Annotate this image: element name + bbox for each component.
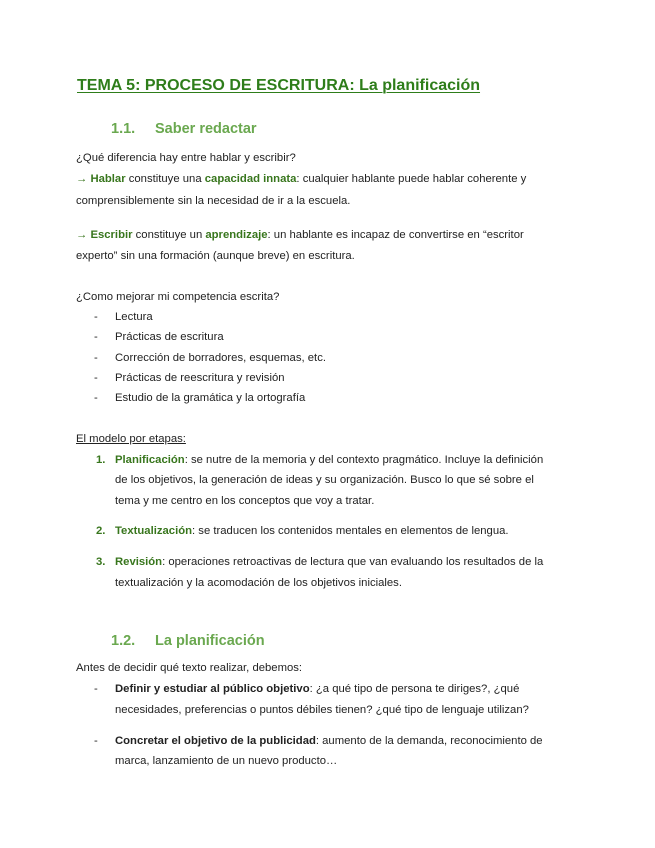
list-item: - Corrección de borradores, esquemas, etc. <box>94 352 326 364</box>
list-item: - Lectura <box>94 311 153 323</box>
stage-revision-line-2: textualización y la acomodación de los objetivos iniciales. <box>115 577 402 589</box>
list-item: - Concretar el objetivo de la publicidad: aumento de la demanda, reconocimiento de <box>94 735 543 747</box>
key-capacidad-innata: capacidad innata <box>204 173 297 185</box>
section-number: 1.2. <box>111 633 136 649</box>
planning-intro: Antes de decidir qué texto realizar, debemos: <box>76 662 303 674</box>
escribir-line-2: experto” sin una formación (aunque breve) en escritura. <box>76 250 355 262</box>
term-escribir: Escribir <box>90 229 133 241</box>
stage-planificacion-line-3: tema y me centro en los conceptos que voy a tratar. <box>115 495 375 507</box>
escribir-line-1: → Escribir constituye un aprendizaje: un hablante es incapaz de convertirse en “escritor <box>76 229 524 241</box>
arrow-icon: → <box>76 173 88 185</box>
list-item-continuation: marca, lanzamiento de un nuevo producto… <box>115 755 338 767</box>
list-item: - Estudio de la gramática y la ortografía <box>94 392 306 404</box>
arrow-icon: → <box>76 229 88 241</box>
section-title: Saber redactar <box>155 121 257 137</box>
section-heading-la-planificacion <box>111 633 265 649</box>
list-item: - Prácticas de reescritura y revisión <box>94 372 285 384</box>
key-aprendizaje: aprendizaje <box>205 229 268 241</box>
term-hablar: Hablar <box>90 173 126 185</box>
list-item: - Prácticas de escritura <box>94 331 224 343</box>
list-item: - Definir y estudiar al público objetivo: ¿a qué tipo de persona te diriges?, ¿qué <box>94 683 520 695</box>
stage-revision: 3. Revisión: operaciones retroactivas de lectura que van evaluando los resultados de la <box>96 556 544 568</box>
hablar-line-2: comprensiblemente sin la necesidad de ir a la escuela. <box>76 195 351 207</box>
section-title: La planificación <box>155 633 265 649</box>
question-hablar-escribir: ¿Qué diferencia hay entre hablar y escribir? <box>76 152 296 164</box>
model-heading: El modelo por etapas: <box>76 433 186 445</box>
page-title: TEMA 5: PROCESO DE ESCRITURA: La planificación <box>77 77 481 94</box>
improve-question: ¿Como mejorar mi competencia escrita? <box>76 291 280 303</box>
stage-planificacion: 1. Planificación: se nutre de la memoria y del contexto pragmático. Incluye la definición <box>96 454 544 466</box>
list-item-continuation: necesidades, preferencias o puntos débiles tienen? ¿qué tipo de lenguaje utilizan? <box>115 704 529 716</box>
section-heading-saber-redactar <box>111 121 257 137</box>
section-number: 1.1. <box>111 121 136 137</box>
stage-planificacion-line-2: de los objetivos, la generación de ideas y su organización. Busco lo que sé sobre el <box>115 474 534 486</box>
stage-textualizacion: 2. Textualización: se traducen los contenidos mentales en elementos de lengua. <box>96 525 509 537</box>
hablar-line-1: → Hablar constituye una capacidad innata: cualquier hablante puede hablar coherente y <box>76 173 527 185</box>
